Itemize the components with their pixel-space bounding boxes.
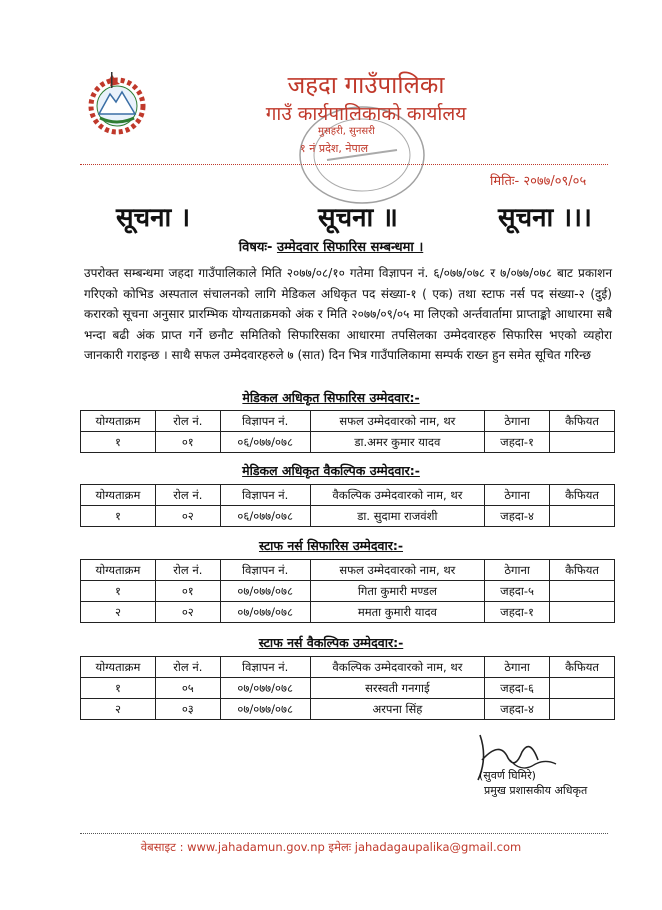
table-medical-recommended <box>80 410 615 453</box>
table-cell: जहदा-६ <box>485 678 550 699</box>
table-cell: अरपना सिंह <box>310 699 485 720</box>
office-address-line1: मुसहरी, सुनसरी <box>318 126 375 137</box>
section-title-nurse-recommended: स्टाफ नर्स सिफारिस उम्मेदवार:- <box>258 538 404 553</box>
table-cell: ०२ <box>155 506 220 527</box>
table-nurse-alternate <box>80 656 615 720</box>
header-cell: विज्ञापन नं. <box>220 657 310 678</box>
table-cell: १ <box>81 506 156 527</box>
table-row <box>81 678 615 699</box>
header-cell: कैफियत <box>550 657 615 678</box>
table-header-row <box>81 485 615 506</box>
table-cell: १ <box>81 678 156 699</box>
header-cell: कैफियत <box>550 411 615 432</box>
email-link[interactable]: jahadagaupalika@gmail.com <box>354 840 522 854</box>
header-cell: कैफियत <box>550 485 615 506</box>
header-cell: योग्यताक्रम <box>81 560 156 581</box>
header-cell: विज्ञापन नं. <box>220 411 310 432</box>
table-cell: २ <box>81 602 156 623</box>
table-cell: गिता कुमारी मण्डल <box>310 581 485 602</box>
table-row <box>81 506 615 527</box>
table-nurse-recommended <box>80 559 615 623</box>
table-cell: २ <box>81 699 156 720</box>
section-title-medical-recommended: मेडिकल अधिकृत सिफारिस उम्मेदवार:- <box>242 390 420 405</box>
section-title-medical-alternate: मेडिकल अधिकृत वैकल्पिक उम्मेदवार:- <box>242 463 420 478</box>
table-cell: ०१ <box>155 432 220 453</box>
table-row <box>81 602 615 623</box>
header-cell: वैकल्पिक उम्मेदवारको नाम, थर <box>310 657 485 678</box>
header-cell: योग्यताक्रम <box>81 657 156 678</box>
table-cell: जहदा-१ <box>485 602 550 623</box>
header-cell: योग्यताक्रम <box>81 485 156 506</box>
notice-heading-1: सूचना । <box>116 203 191 233</box>
table-cell <box>550 506 615 527</box>
table-cell <box>550 602 615 623</box>
table-header-row <box>81 560 615 581</box>
table-cell: डा. सुदामा राजवंशी <box>310 506 485 527</box>
header-cell: सफल उम्मेदवारको नाम, थर <box>310 560 485 581</box>
website-link[interactable]: www.jahadamun.gov.np <box>187 840 325 854</box>
footer-contact <box>0 840 662 855</box>
signatory-name: (सुवर्ण घिमिरे) <box>479 769 536 782</box>
header-divider <box>80 164 608 165</box>
table-row <box>81 432 615 453</box>
table-cell: ०७/०७७/०७८ <box>220 602 310 623</box>
table-cell <box>550 699 615 720</box>
website-label: वेबसाइट : <box>140 840 188 854</box>
notice-body: उपरोक्त सम्बन्धमा जहदा गाउँपालिकाले मिति २०७७/०८/१० गतेमा विज्ञापन नं. ६/०७७/०७८ र ७/०७७/०७८ बाट प्रकाशन गरिएको कोभिड अस्पताल संचालनको लागि मेडिकल अधिकृत पद संख्या-१ ( एक) तथा स्टाफ नर्स पद संख्या-२ (दुई) करारको सूचना अनुसार प्रारम्भिक योग्यताक्रमको अंक र मिति २०७७/०९/०५ मा लिएको अर्न्तवार्तामा प्राप्ताङ्को आधारमा सबै भन्दा बढी अंक प्राप्त गर्ने छनौट समितिको सिफारिसका आधारमा तपसिलका उम्मेदवारहरु सिफारिस भएको व्यहोरा जानकारी गराइन्छ । साथै सफल उम्मेदवारहरुले ७ (सात) दिन भित्र गाउँपालिकामा सम्पर्क राख्न हुन समेत सूचित गरिन्छ <box>84 266 612 362</box>
table-header-row <box>81 411 615 432</box>
header-cell: ठेगाना <box>485 411 550 432</box>
table-cell: ०७/०७७/०७८ <box>220 581 310 602</box>
table-header-row <box>81 657 615 678</box>
table-cell: ०७/०७७/०७८ <box>220 699 310 720</box>
table-cell: १ <box>81 581 156 602</box>
email-label: इमेलः <box>324 840 355 854</box>
header-cell: रोल नं. <box>155 485 220 506</box>
header-cell: योग्यताक्रम <box>81 411 156 432</box>
table-cell: ०१ <box>155 581 220 602</box>
header-cell: विज्ञापन नं. <box>220 485 310 506</box>
table-cell: ममता कुमारी यादव <box>310 602 485 623</box>
table-cell: ०६/०७७/०७८ <box>220 432 310 453</box>
table-cell: ०२ <box>155 602 220 623</box>
table-cell <box>550 432 615 453</box>
table-cell <box>550 581 615 602</box>
notice-subject <box>0 237 662 255</box>
header-cell: रोल नं. <box>155 560 220 581</box>
signatory-title: प्रमुख प्रशासकीय अधिकृत <box>484 784 588 797</box>
table-cell <box>550 678 615 699</box>
table-cell: १ <box>81 432 156 453</box>
header-cell: ठेगाना <box>485 560 550 581</box>
table-cell: सरस्वती गनगाई <box>310 678 485 699</box>
subject-text: उम्मेदवार सिफारिस सम्बन्धमा । <box>276 240 424 255</box>
footer-divider <box>80 833 608 834</box>
notice-date: मितिः- २०७७/०९/०५ <box>490 174 587 189</box>
table-cell: ०३ <box>155 699 220 720</box>
table-cell: जहदा-५ <box>485 581 550 602</box>
header-cell: रोल नं. <box>155 657 220 678</box>
office-subtitle: गाउँ कार्यपालिकाको कार्यालय <box>265 103 467 125</box>
section-title-nurse-alternate: स्टाफ नर्स वैकल्पिक उम्मेदवार:- <box>258 635 404 650</box>
table-cell: जहदा-४ <box>485 506 550 527</box>
header-cell: रोल नं. <box>155 411 220 432</box>
table-cell: ०५ <box>155 678 220 699</box>
subject-prefix: विषयः- <box>238 240 277 255</box>
table-cell: डा.अमर कुमार यादव <box>310 432 485 453</box>
header-cell: ठेगाना <box>485 657 550 678</box>
table-cell: ०६/०७७/०७८ <box>220 506 310 527</box>
header-cell: विज्ञापन नं. <box>220 560 310 581</box>
header-cell: सफल उम्मेदवारको नाम, थर <box>310 411 485 432</box>
header-cell: कैफियत <box>550 560 615 581</box>
table-cell: जहदा-४ <box>485 699 550 720</box>
table-row <box>81 699 615 720</box>
header-cell: ठेगाना <box>485 485 550 506</box>
office-name: जहदा गाउँपालिका <box>287 71 445 99</box>
table-medical-alternate <box>80 484 615 527</box>
notice-heading-2: सूचना ॥ <box>318 203 398 233</box>
notice-heading-3: सूचना ।।। <box>498 203 592 233</box>
header-cell: वैकल्पिक उम्मेदवारको नाम, थर <box>310 485 485 506</box>
table-cell: जहदा-१ <box>485 432 550 453</box>
table-cell: ०७/०७७/०७८ <box>220 678 310 699</box>
office-address-line2: १ नं प्रदेश, नेपाल <box>300 142 369 155</box>
table-row <box>81 581 615 602</box>
